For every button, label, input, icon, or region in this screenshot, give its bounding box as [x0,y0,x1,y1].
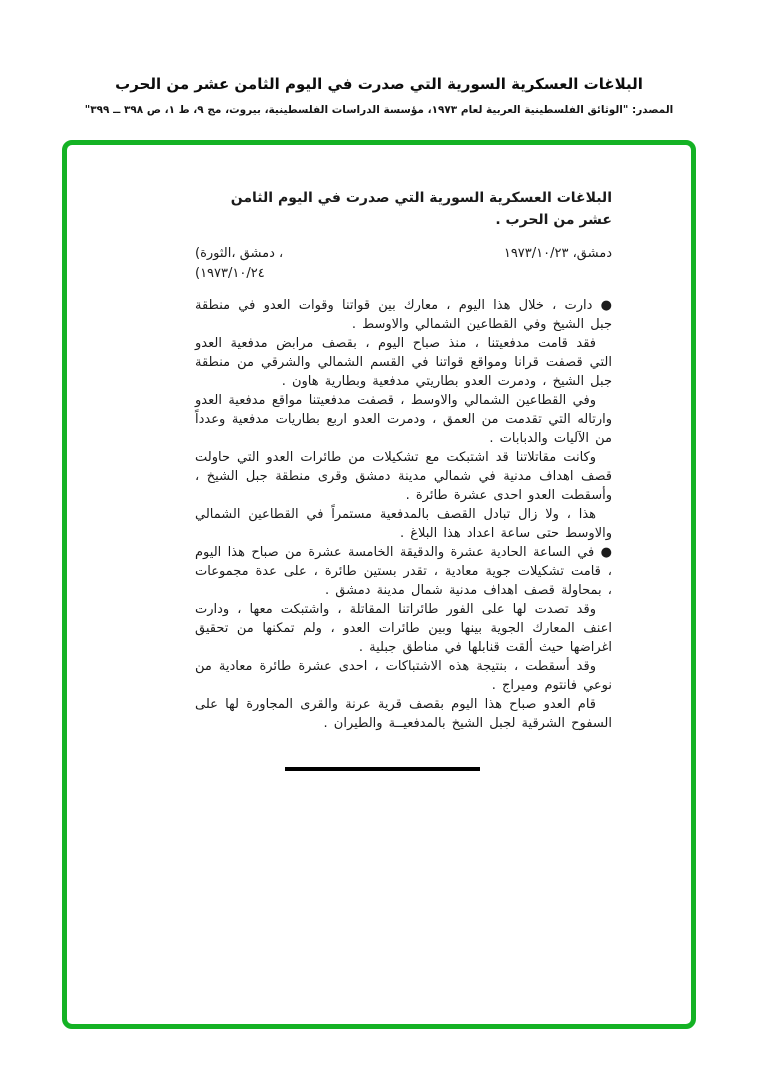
paragraph-4: وكانت مقاتلاتنا قد اشتبكت مع تشكيلات من طائرات العدو التي حاولت قصف اهداف مدنية في شمالي مدينة دمشق وقرى منطقة جبل الشيخ ، وأسقطت العدو احدى عشرة طائرة . [195,450,612,503]
citation-line-1: (الثورة،‎ دمشق‎ ، [195,246,284,261]
paragraph-2: فقد قامت مدفعيتنا ، منذ صباح اليوم ، بقصف مرابض مدفعية العدو التي قصفت قرانا ومواقع قواتنا في القسم الشمالي والشرقي من منطقة جبل الشيخ ، ودمرت العدو بطاريتي مدفعية وبطارية هاون . [195,336,612,389]
dateline-row [195,244,612,284]
dateline: دمشق، ١٩٧٣/١٠/٢٣ [503,246,612,261]
paragraph-3: وفي القطاعين الشمالي والاوسط ، قصفت مدفعيتنا مواقع مدفعية العدو وارتاله التي تقدمت من العمق ، ودمرت العدو اربع بطاريات مدفعية وعدداً من الآليات والدبابات . [195,393,612,446]
paragraph-6: ● في الساعة الحادية عشرة والدقيقة الخامسة عشرة من صباح هذا اليوم ، قامت تشكيلات جوية معادية ، تقدر بستين طائرة ، على عدة مجموعات ، بمحاولة قصف اهداف مدنية شمال مدينة دمشق . [195,545,612,598]
document-title: البلاغات العسكرية السورية التي صدرت في اليوم الثامن عشر من الحرب . [230,190,612,228]
page-title: البلاغات العسكرية السورية التي صدرت في اليوم الثامن عشر من الحرب [115,75,643,93]
paragraph-1: ● دارت ، خلال هذا اليوم ، معارك بين قواتنا وقوات العدو في منطقة جبل الشيخ وفي القطاعين الشمالي والاوسط . [195,298,612,332]
document-body [195,296,612,733]
page-header [0,74,758,117]
citation-line-2: (١٩٧٣/١٠/٢٤ [195,266,265,281]
paragraph-8: وقد أسقطت ، بنتيجة هذه الاشتباكات ، احدى عشرة طائرة معادية من نوعي فانتوم وميراج . [195,659,612,693]
paragraph-7: وقد تصدت لها على الفور طائراتنا المقاتلة ، واشتبكت معها ، ودارت اعنف المعارك الجوية بينها وبين طائرات العدو ، ولم تمكنها من تحقيق اغراضها حيث ألقت قنابلها في مناطق جبلية . [195,602,612,655]
source-line: المصدر: "الوثائق الفلسطينية العربية لعام ١٩٧٣، مؤسسة الدراسات الفلسطينية، بيروت، مج ٩، ط ١، ص ٣٩٨ ــ ٣٩٩" [84,104,674,116]
paragraph-5: هذا ، ولا زال تبادل القصف بالمدفعية مستمراً في القطاعين الشمالي والاوسط حتى ساعة اعداد هذا البلاغ . [195,507,612,541]
end-rule [285,767,480,771]
scan-frame [62,140,696,1029]
paragraph-9: قام العدو صباح هذا اليوم بقصف قرية عرنة والقرى المجاورة لها على السفوح الشرقية لجبل الشيخ بالمدفعيــة والطيران . [195,697,612,731]
scanned-document [195,187,612,771]
citation [195,244,283,284]
